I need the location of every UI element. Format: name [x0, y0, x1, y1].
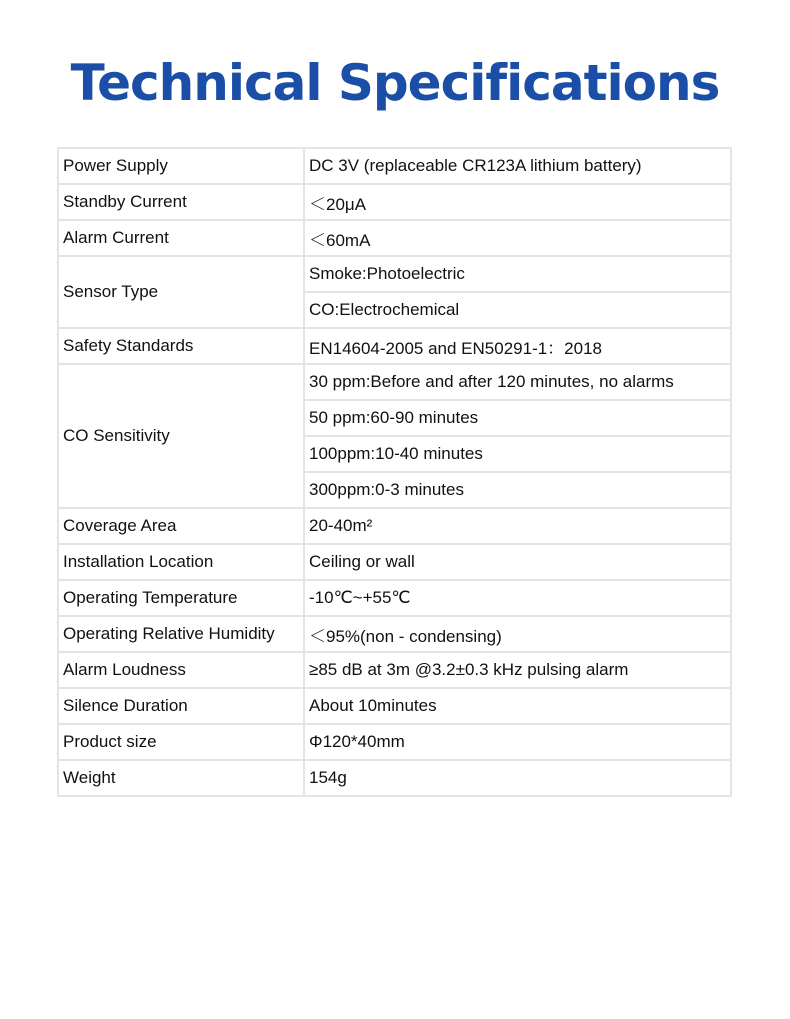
- spec-value: DC 3V (replaceable CR123A lithium battery): [304, 148, 731, 184]
- spec-row: [58, 760, 731, 796]
- spec-value: 20-40m²: [304, 508, 731, 544]
- spec-label: Operating Relative Humidity: [58, 616, 304, 652]
- spec-row: [58, 688, 731, 724]
- spec-label: CO Sensitivity: [58, 364, 304, 508]
- spec-value: Φ120*40mm: [304, 724, 731, 760]
- spec-row: [58, 148, 731, 184]
- spec-value: CO:Electrochemical: [304, 292, 731, 328]
- spec-label: Power Supply: [58, 148, 304, 184]
- spec-value: EN14604-2005 and EN50291-1：2018: [304, 328, 731, 364]
- spec-value: -10℃~+55℃: [304, 580, 731, 616]
- spec-label: Standby Current: [58, 184, 304, 220]
- spec-label: Sensor Type: [58, 256, 304, 328]
- spec-row: [58, 724, 731, 760]
- spec-value: 50 ppm:60-90 minutes: [304, 400, 731, 436]
- spec-label: Alarm Current: [58, 220, 304, 256]
- spec-row: [58, 508, 731, 544]
- spec-row: [58, 580, 731, 616]
- spec-value: ＜95%(non - condensing): [304, 616, 731, 652]
- spec-value: Smoke:Photoelectric: [304, 256, 731, 292]
- spec-value: ≥85 dB at 3m @3.2±0.3 kHz pulsing alarm: [304, 652, 731, 688]
- spec-value: 30 ppm:Before and after 120 minutes, no alarms: [304, 364, 731, 400]
- spec-value: ＜60mA: [304, 220, 731, 256]
- spec-row: [58, 544, 731, 580]
- spec-label: Installation Location: [58, 544, 304, 580]
- spec-label: Product size: [58, 724, 304, 760]
- spec-row: [58, 256, 731, 292]
- spec-row: [58, 184, 731, 220]
- spec-value: Ceiling or wall: [304, 544, 731, 580]
- spec-value: About 10minutes: [304, 688, 731, 724]
- spec-row: [58, 616, 731, 652]
- spec-value: 300ppm:0-3 minutes: [304, 472, 731, 508]
- spec-label: Safety Standards: [58, 328, 304, 364]
- spec-value: 100ppm:10-40 minutes: [304, 436, 731, 472]
- spec-label: Silence Duration: [58, 688, 304, 724]
- spec-table: [57, 147, 732, 797]
- spec-value: ＜20μA: [304, 184, 731, 220]
- page-title: Technical Specifications: [70, 54, 720, 112]
- spec-row: [58, 328, 731, 364]
- spec-label: Weight: [58, 760, 304, 796]
- spec-row: [58, 364, 731, 400]
- spec-row: [58, 220, 731, 256]
- spec-label: Alarm Loudness: [58, 652, 304, 688]
- spec-label: Coverage Area: [58, 508, 304, 544]
- spec-row: [58, 652, 731, 688]
- spec-value: 154g: [304, 760, 731, 796]
- spec-label: Operating Temperature: [58, 580, 304, 616]
